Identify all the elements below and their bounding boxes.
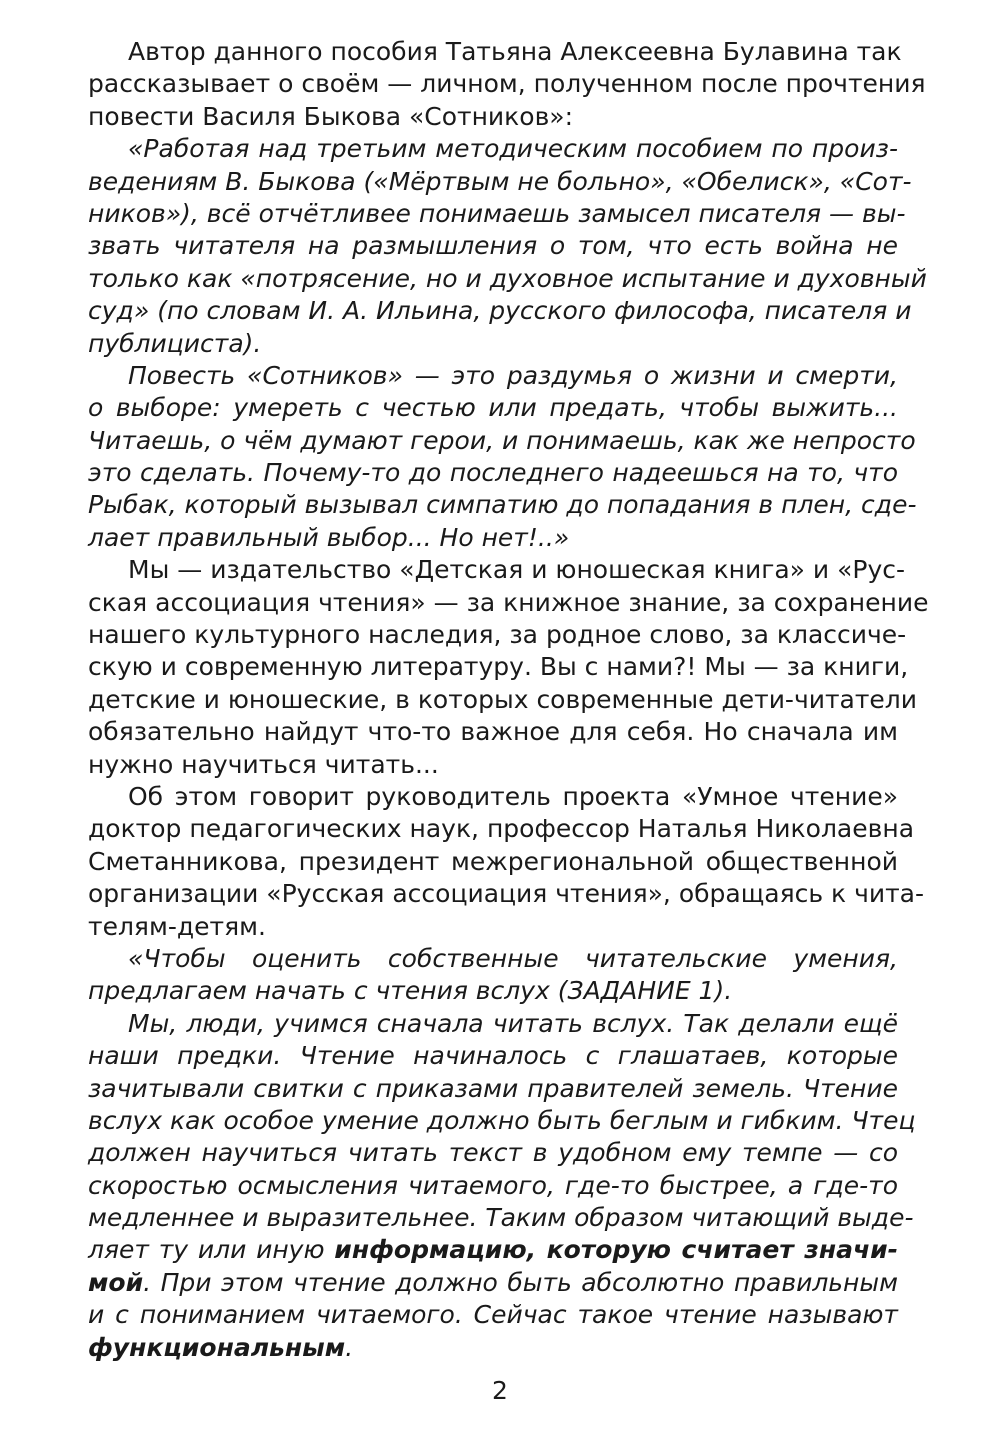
paragraph-intro [88, 36, 926, 133]
text-line: о выборе: умереть с честью или предать, чтобы выжить... [88, 393, 898, 423]
bold-fragment: информацию, которую считает значи- [334, 1235, 899, 1265]
text-line: ников»), всё отчётливее понимаешь замысел писателя — вы- [88, 198, 906, 228]
text-line: нужно научиться читать... [88, 749, 439, 779]
text-line-mixed [88, 1267, 898, 1299]
text-line: ведениям В. Быкова («Мёртвым не больно», «Обелиск», «Сот- [88, 166, 912, 196]
text-line-mixed [88, 1332, 898, 1364]
text-line: Мы, люди, учимся сначала читать вслух. Так делали ещё [128, 1008, 898, 1038]
paragraph-quote-author [88, 133, 927, 360]
text-line: Мы — издательство «Детская и юношеская книга» и «Рус- [128, 555, 906, 585]
text-line-mixed [88, 1234, 898, 1266]
text-fragment: . [345, 1332, 354, 1362]
text-line: должен научиться читать текст в удобном ему темпе — со [88, 1138, 898, 1168]
text-line: и с пониманием читаемого. Сейчас такое чтение называют [88, 1300, 898, 1330]
text-line: рассказывает о своём — личном, полученном после прочтения [88, 69, 926, 99]
text-line: Об этом говорит руководитель проекта «Умное чтение» [128, 781, 898, 811]
text-line: звать читателя на размышления о том, что есть война не [88, 231, 898, 261]
paragraph-project [88, 781, 925, 943]
text-line: медленнее и выразительнее. Таким образом читающий выде- [88, 1203, 914, 1233]
text-line: скую и современную литературу. Вы с нами?! Мы — за книги, [88, 652, 909, 682]
text-line: повести Василя Быкова «Сотников»: [88, 101, 574, 131]
text-line: вслух как особое умение должно быть беглым и гибким. Чтец [88, 1105, 916, 1135]
text-line: публициста). [88, 328, 262, 358]
text-line: Повесть «Сотников» — это раздумья о жизни и смерти, [128, 360, 898, 390]
text-line: Рыбак, который вызывал симпатию до попадания в плен, сде- [88, 490, 917, 520]
text-line: суд» (по словам И. А. Ильина, русского философа, писателя и [88, 296, 912, 326]
text-line: наши предки. Чтение начиналось с глашатаев, которые [88, 1041, 898, 1071]
bold-fragment: мой [88, 1267, 144, 1297]
text-fragment: ляет ту или иную [88, 1235, 335, 1265]
page-number: 2 [492, 1376, 508, 1405]
text-line: предлагаем начать с чтения вслух (ЗАДАНИЕ 1). [88, 976, 733, 1006]
page-body [88, 36, 929, 1364]
text-line: «Чтобы оценить собственные читательские умения, [128, 943, 898, 973]
text-line: нашего культурного наследия, за родное слово, за классиче- [88, 620, 907, 650]
text-line: организации «Русская ассоциация чтения», обращаясь к чита- [88, 879, 925, 909]
text-line: это сделать. Почему-то до последнего надеешься на то, что [88, 458, 898, 488]
text-line: Сметанникова, президент межрегиональной общественной [88, 846, 898, 876]
text-line: телям-детям. [88, 911, 266, 941]
paragraph-reading-aloud [88, 1008, 916, 1364]
text-line: «Работая над третьим методическим пособием по произ- [128, 134, 898, 164]
paragraph-quote-story [88, 360, 917, 554]
text-line: только как «потрясение, но и духовное испытание и духовный [88, 263, 927, 293]
text-fragment: . При этом чтение должно быть абсолютно правильным [143, 1267, 898, 1297]
text-line: детские и юношеские, в которых современные дети-читатели [88, 684, 918, 714]
text-line: лает правильный выбор... Но нет!..» [88, 522, 570, 552]
text-line: ская ассоциация чтения» — за книжное знание, за сохранение [88, 587, 929, 617]
text-line: зачитывали свитки с приказами правителей земель. Чтение [88, 1073, 898, 1103]
text-line: скоростью осмысления читаемого, где-то быстрее, а где-то [88, 1170, 898, 1200]
paragraph-publisher [88, 554, 929, 781]
bold-fragment: функциональным [88, 1332, 346, 1362]
text-line: доктор педагогических наук, профессор Наталья Николаевна [88, 814, 915, 844]
text-line: Читаешь, о чём думают герои, и понимаешь, как же непросто [88, 425, 916, 455]
text-line: Автор данного пособия Татьяна Алексеевна Булавина так [128, 37, 902, 66]
paragraph-task [88, 943, 898, 1008]
text-line: обязательно найдут что-то важное для себя. Но сначала им [88, 717, 898, 747]
